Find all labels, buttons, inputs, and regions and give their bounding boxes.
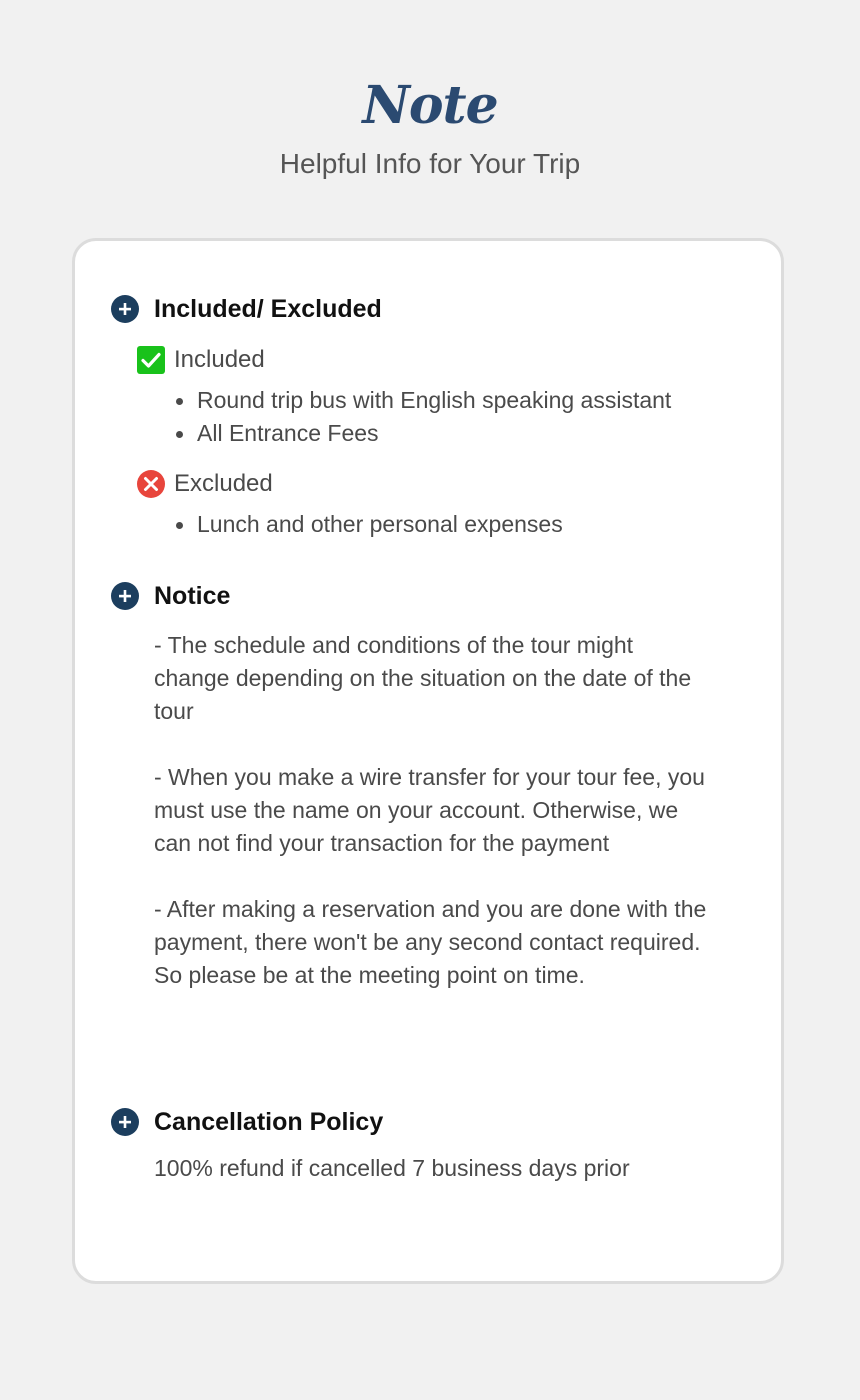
included-list	[175, 384, 751, 450]
plus-circle-icon[interactable]	[111, 1108, 139, 1136]
section-title: Notice	[154, 581, 231, 610]
list-item: Round trip bus with English speaking assistant	[175, 384, 751, 417]
section-included-excluded	[111, 291, 751, 541]
excluded-subheader	[137, 468, 751, 500]
page-title: Note	[362, 75, 498, 136]
section-header[interactable]	[111, 578, 751, 614]
section-notice	[111, 578, 751, 992]
list-item: All Entrance Fees	[175, 417, 751, 450]
page-subtitle: Helpful Info for Your Trip	[279, 148, 581, 179]
included-label: Included	[174, 346, 265, 373]
plus-circle-icon[interactable]	[111, 295, 139, 323]
section-cancellation	[111, 1104, 751, 1185]
included-subheader	[137, 344, 751, 376]
excluded-label: Excluded	[174, 470, 273, 497]
x-circle-icon	[137, 470, 165, 498]
list-item: Lunch and other personal expenses	[175, 508, 751, 541]
checkbox-checked-icon	[137, 346, 165, 374]
section-title: Cancellation Policy	[154, 1107, 384, 1136]
notice-paragraph: - When you make a wire transfer for your tour fee, you must use the name on your account. Otherwise, we can not find your transaction for the payment	[154, 764, 705, 856]
section-header[interactable]	[111, 1104, 751, 1140]
notice-paragraph: - The schedule and conditions of the tour might change depending on the situation on the date of the tour	[154, 632, 692, 724]
excluded-list	[175, 508, 751, 541]
info-card	[72, 238, 784, 1284]
plus-circle-icon[interactable]	[111, 582, 139, 610]
page-header	[0, 76, 860, 180]
section-title: Included/ Excluded	[154, 294, 382, 323]
notice-paragraph: - After making a reservation and you are done with the payment, there won't be any second contact required. So please be at the meeting point on time.	[154, 896, 707, 988]
cancellation-text: 100% refund if cancelled 7 business days prior	[154, 1155, 630, 1181]
section-header[interactable]	[111, 291, 751, 327]
